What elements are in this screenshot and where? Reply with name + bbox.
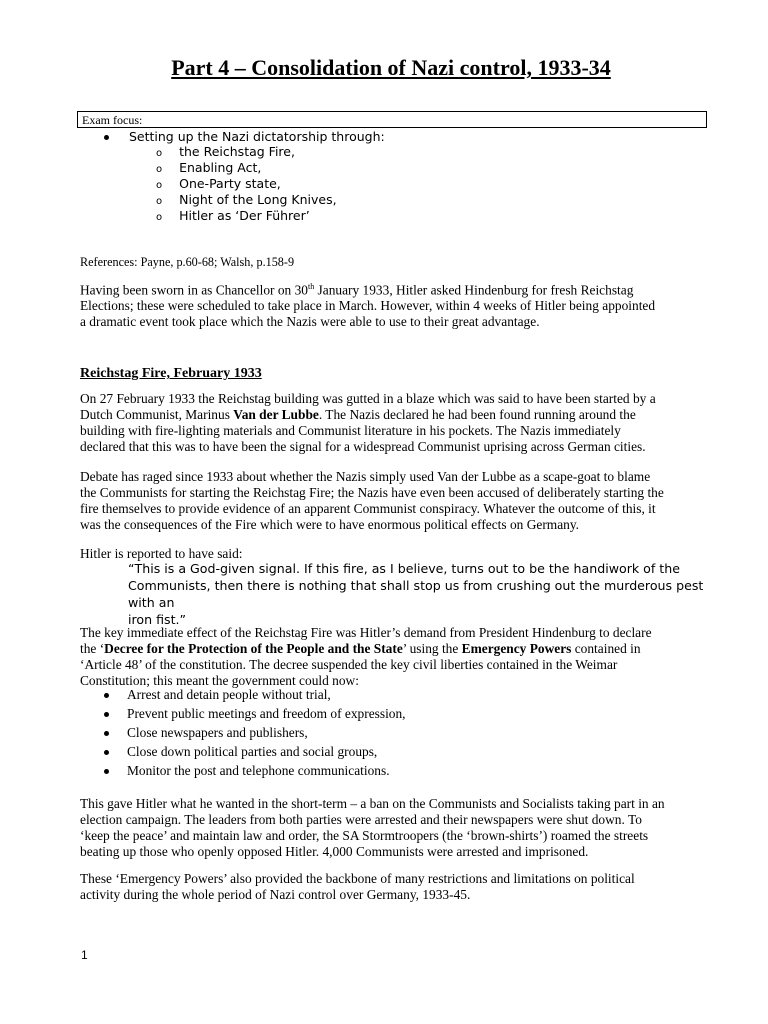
bullet-icon	[104, 769, 109, 774]
list-item: o Enabling Act,	[156, 160, 262, 175]
paragraph-decree: The key immediate effect of the Reichstag Fire was Hitler’s demand from President Hindenburg to declare the ‘Decree for the Protection of the People and the State’ using the Emergency Powers contained in ‘Article 48’ of the constitution. The decree suspended the key civil liberties contained in the Weimar Constitution; this meant the government could now:	[80, 625, 652, 688]
bullet-icon	[104, 731, 109, 736]
document-page: Part 4 – Consolidation of Nazi control, 1933-34 Exam focus: Setting up the Nazi dictatorship through: o the Reichstag Fire, o Enabling Act, o One-Party state, o Night of the Long Knives, o Hitler as ‘Der Führer’ References: Payne, p.60-68; Walsh, p.158-9 Having been sworn in as Chancellor on 30th January 1933, Hitler asked Hindenburg for fresh Reichstag Elections; these were scheduled to take place in March. However, within 4 weeks of Hitler being appointed a dramatic event took place which the Nazis were able to use to their great advantage. Reichstag Fire, February 1933 On 27 February 1933 the Reichstag building was gutted in a blaze which was said to have been started by a Dutch Communist, Marinus Van der Lubbe. The Nazis declared he had been found running around the building with fire-lighting materials and Communist literature in his pockets. The Nazis immediately declared that this was to have been the signal for a widespread Communist uprising across German cities. Debate has raged since 1933 about whether the Nazis simply used Van der Lubbe as a scape-goat to blame the Communists for starting the Reichstag Fire; the Nazis have even been accused of deliberately starting the fire themselves to provide evidence of an apparent Communist conspiracy. Whatever the outcome of this, it was the consequences of the Fire which were to have enormous political effects on Germany. Hitler is reported to have said: “This is a God-given signal. If this fire, as I believe, turns out to be the handiwork of the Communists, then there is nothing that shall stop us from crushing out the murderous pest with an iron fist.” The key immediate effect of the Reichstag Fire was Hitler’s demand from President Hindenburg to declare the ‘Decree for the Protection of the People and the State’ using the Emergency Powers contained in ‘Article 48’ of the constitution. The decree suspended the key civil liberties contained in the Weimar Constitution; this meant the government could now: Arrest and detain people without trial, Prevent public meetings and freedom of expression, Close newspapers and publishers, Close down political parties and social groups, Monitor the post and telephone communications. This gave Hitler what he wanted in the short-term – a ban on the Communists and Socialists taking part in an election campaign. The leaders from both parties were arrested and their newspapers were shut down. To ‘keep the peace’ and maintain law and order, the SA Stormtroopers (the ‘brown-shirts’) roamed the streets beating up those who openly opposed Hitler. 4,000 Communists were arrested and imprisoned. These ‘Emergency Powers’ also provided the backbone of many restrictions and limitations on political activity during the whole period of Nazi control over Germany, 1933-45. 1	[0, 0, 768, 1024]
bullet-icon	[104, 712, 109, 717]
list-item: o One-Party state,	[156, 176, 281, 191]
circle-bullet-icon: o	[156, 212, 163, 223]
list-item: o Night of the Long Knives,	[156, 192, 337, 207]
intro-paragraph: Having been sworn in as Chancellor on 30th January 1933, Hitler asked Hindenburg for fresh Reichstag Elections; these were scheduled to take place in March. However, within 4 weeks of Hitler being appointed a dramatic event took place which the Nazis were able to use to their great advantage.	[80, 282, 656, 330]
page-number: 1	[81, 948, 88, 962]
circle-bullet-icon: o	[156, 148, 163, 159]
exam-focus-label: Exam focus:	[82, 113, 143, 127]
circle-bullet-icon: o	[156, 164, 163, 175]
bullet-icon	[104, 693, 109, 698]
hitler-quote: “This is a God-given signal. If this fire, as I believe, turns out to be the handiwork of the Communists, then there is nothing that shall stop us from crushing out the murderous pest with an iron fist.”	[128, 561, 704, 627]
circle-bullet-icon: o	[156, 196, 163, 207]
exam-focus-box	[77, 111, 707, 128]
list-item: o the Reichstag Fire,	[156, 144, 295, 159]
page-title: Part 4 – Consolidation of Nazi control, 1933-34	[171, 55, 611, 80]
paragraph-van-der-lubbe: On 27 February 1933 the Reichstag building was gutted in a blaze which was said to have been started by a Dutch Communist, Marinus Van der Lubbe. The Nazis declared he had been found running around the building with fire-lighting materials and Communist literature in his pockets. The Nazis immediately declared that this was to have been the signal for a widespread Communist uprising across German cities.	[80, 391, 656, 454]
circle-bullet-icon: o	[156, 180, 163, 191]
quote-intro: Hitler is reported to have said:	[80, 546, 243, 561]
paragraph-emergency-powers: These ‘Emergency Powers’ also provided the backbone of many restrictions and limitations on political activity during the whole period of Nazi control over Germany, 1933-45.	[80, 871, 635, 902]
section-heading: Reichstag Fire, February 1933	[80, 366, 262, 381]
paragraph-consequences: This gave Hitler what he wanted in the short-term – a ban on the Communists and Socialists taking part in an election campaign. The leaders from both parties were arrested and their newspapers were shut down. To ‘keep the peace’ and maintain law and order, the SA Stormtroopers (the ‘brown-shirts’) roamed the streets beating up those who openly opposed Hitler. 4,000 Communists were arrested and imprisoned.	[80, 796, 665, 859]
references: References: Payne, p.60-68; Walsh, p.158-9	[80, 255, 295, 269]
paragraph-debate: Debate has raged since 1933 about whether the Nazis simply used Van der Lubbe as a scape-goat to blame the Communists for starting the Reichstag Fire; the Nazis have even been accused of deliberately starting the fire themselves to provide evidence of an apparent Communist conspiracy. Whatever the outcome of this, it was the consequences of the Fire which were to have enormous political effects on Germany.	[80, 469, 664, 532]
list-item: Setting up the Nazi dictatorship through:	[104, 129, 385, 144]
list-item: o Hitler as ‘Der Führer’	[156, 208, 310, 223]
bullet-icon	[104, 750, 109, 755]
bullet-icon	[104, 135, 109, 140]
